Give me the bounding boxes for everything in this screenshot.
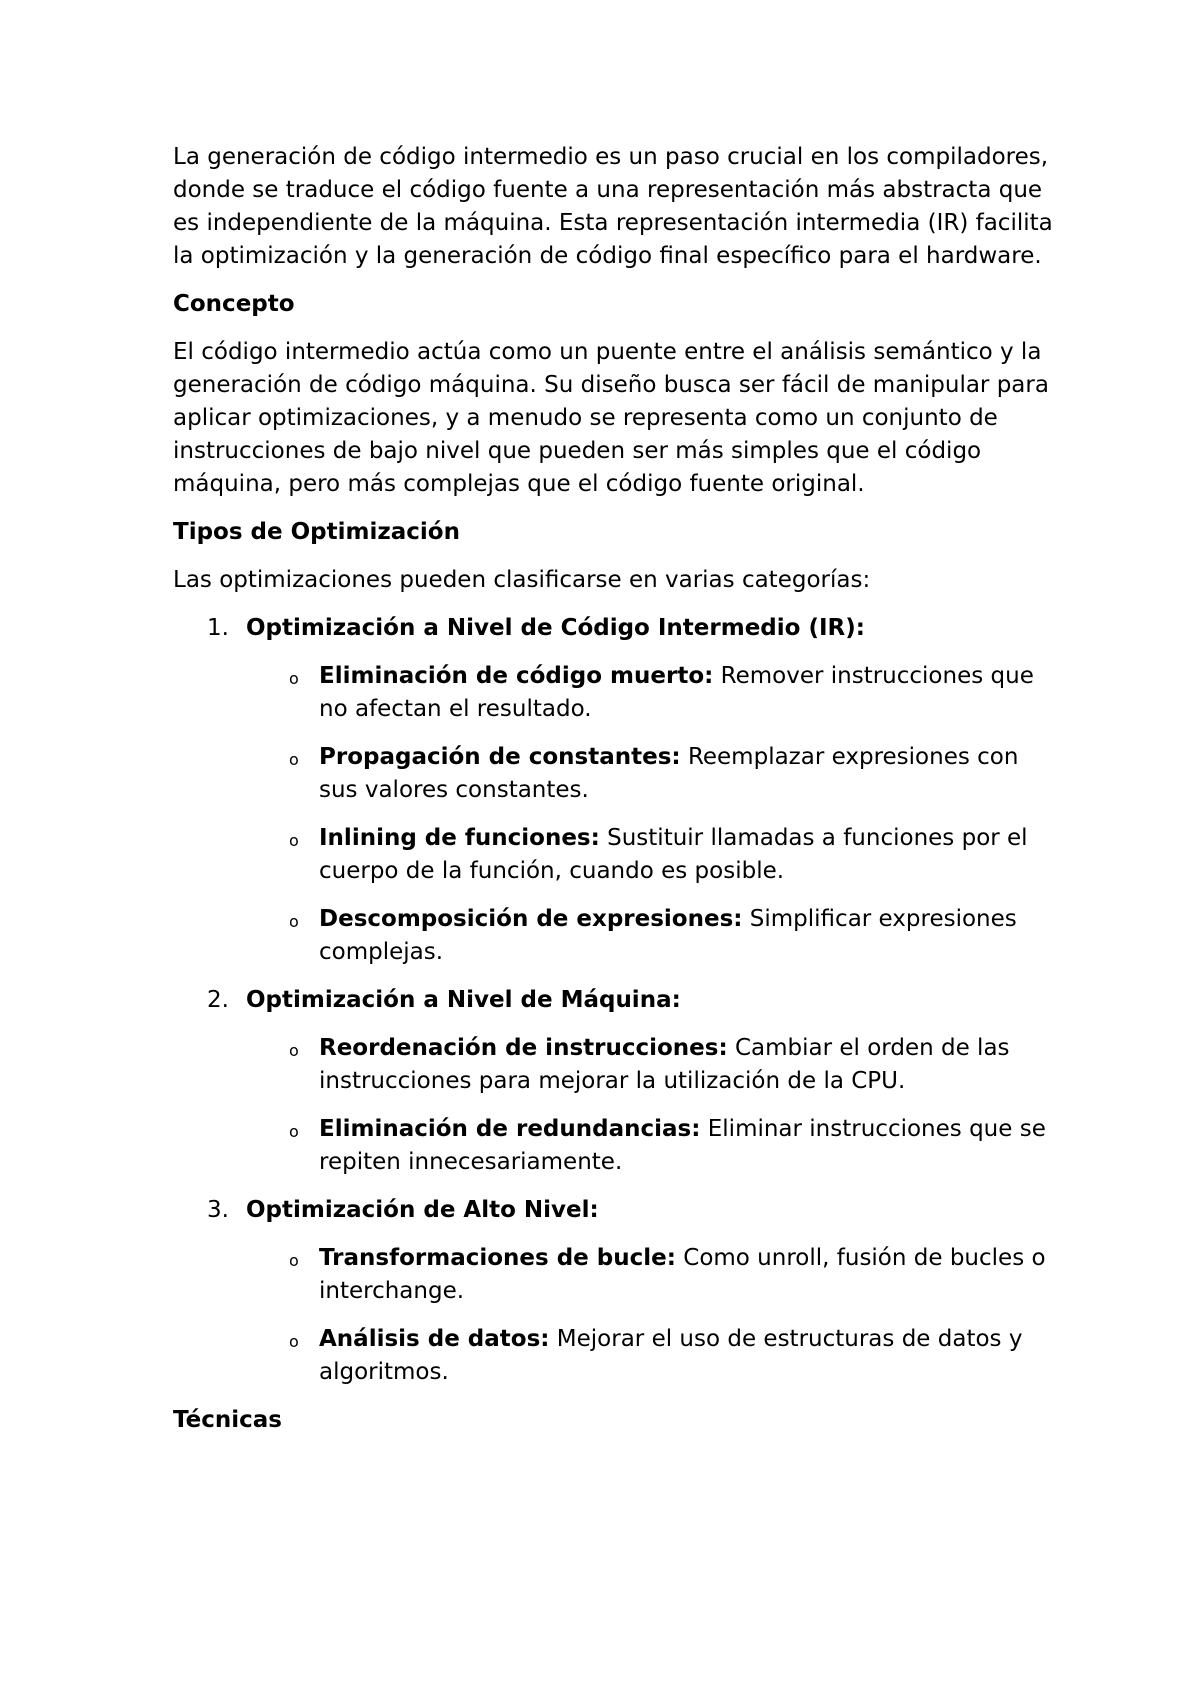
technique-description: Cambiar el orden de las instrucciones para mejorar la utilización de la CPU. [319, 1035, 1010, 1094]
technique-term: Análisis de datos: [319, 1326, 550, 1352]
technique-term: Inlining de funciones: [319, 825, 600, 851]
section-heading-tipos: Tipos de Optimización [173, 519, 460, 545]
technique-list [246, 1032, 1053, 1179]
technique-item [246, 1323, 1053, 1389]
list-number: 2. [207, 987, 229, 1013]
section-heading-concepto: Concepto [173, 291, 295, 317]
level-item [173, 984, 1053, 1179]
circle-bullet-icon: o [289, 1122, 299, 1141]
document-page [173, 141, 1053, 1452]
technique-item [246, 1242, 1053, 1308]
circle-bullet-icon: o [289, 1332, 299, 1351]
technique-term: Descomposición de expresiones: [319, 906, 743, 932]
technique-term: Reordenación de instrucciones: [319, 1035, 728, 1061]
concepto-paragraph: El código intermedio actúa como un puente entre el análisis semántico y la generación de código máquina. Su diseño busca ser fácil de manipular para aplicar optimizaciones, y a menudo se representa como un conjunto de instrucciones de bajo nivel que pueden ser más simples que el código máquina, pero más complejas que el código fuente original. [173, 339, 1049, 497]
level-title: Optimización de Alto Nivel: [246, 1197, 599, 1223]
level-title: Optimización a Nivel de Máquina: [246, 987, 681, 1013]
technique-term: Eliminación de redundancias: [319, 1116, 701, 1142]
circle-bullet-icon: o [289, 750, 299, 769]
intro-paragraph: La generación de código intermedio es un paso crucial en los compiladores, donde se traduce el código fuente a una representación más abstracta que es independiente de la máquina. Esta representación intermedia (IR) facilita la optimización y la generación de código final específico para el hardware. [173, 144, 1053, 269]
technique-item [246, 1113, 1053, 1179]
technique-term: Eliminación de código muerto: [319, 663, 714, 689]
technique-description: Simplificar expresiones complejas. [319, 906, 1017, 965]
technique-description: Eliminar instrucciones que se repiten innecesariamente. [319, 1116, 1046, 1175]
level-item [173, 1194, 1053, 1389]
level-title: Optimización a Nivel de Código Intermedio (IR): [246, 615, 865, 641]
technique-term: Transformaciones de bucle: [319, 1245, 676, 1271]
tipos-intro: Las optimizaciones pueden clasificarse en varias categorías: [173, 567, 871, 593]
technique-list [246, 1242, 1053, 1389]
technique-item [246, 822, 1053, 888]
technique-description: Reemplazar expresiones con sus valores constantes. [319, 744, 1019, 803]
technique-description: Sustituir llamadas a funciones por el cuerpo de la función, cuando es posible. [319, 825, 1028, 884]
technique-description: Remover instrucciones que no afectan el resultado. [319, 663, 1034, 722]
section-heading-tecnicas: Técnicas [173, 1407, 282, 1433]
technique-item [246, 660, 1053, 726]
technique-item [246, 1032, 1053, 1098]
list-number: 1. [207, 615, 229, 641]
circle-bullet-icon: o [289, 912, 299, 931]
level-item [173, 612, 1053, 969]
technique-item [246, 741, 1053, 807]
optimization-levels-list [173, 612, 1053, 1389]
circle-bullet-icon: o [289, 831, 299, 850]
technique-description: Como unroll, fusión de bucles o interchange. [319, 1245, 1046, 1304]
technique-term: Propagación de constantes: [319, 744, 681, 770]
technique-list [246, 660, 1053, 969]
list-number: 3. [207, 1197, 229, 1223]
technique-description: Mejorar el uso de estructuras de datos y algoritmos. [319, 1326, 1023, 1385]
circle-bullet-icon: o [289, 669, 299, 688]
circle-bullet-icon: o [289, 1251, 299, 1270]
technique-item [246, 903, 1053, 969]
circle-bullet-icon: o [289, 1041, 299, 1060]
